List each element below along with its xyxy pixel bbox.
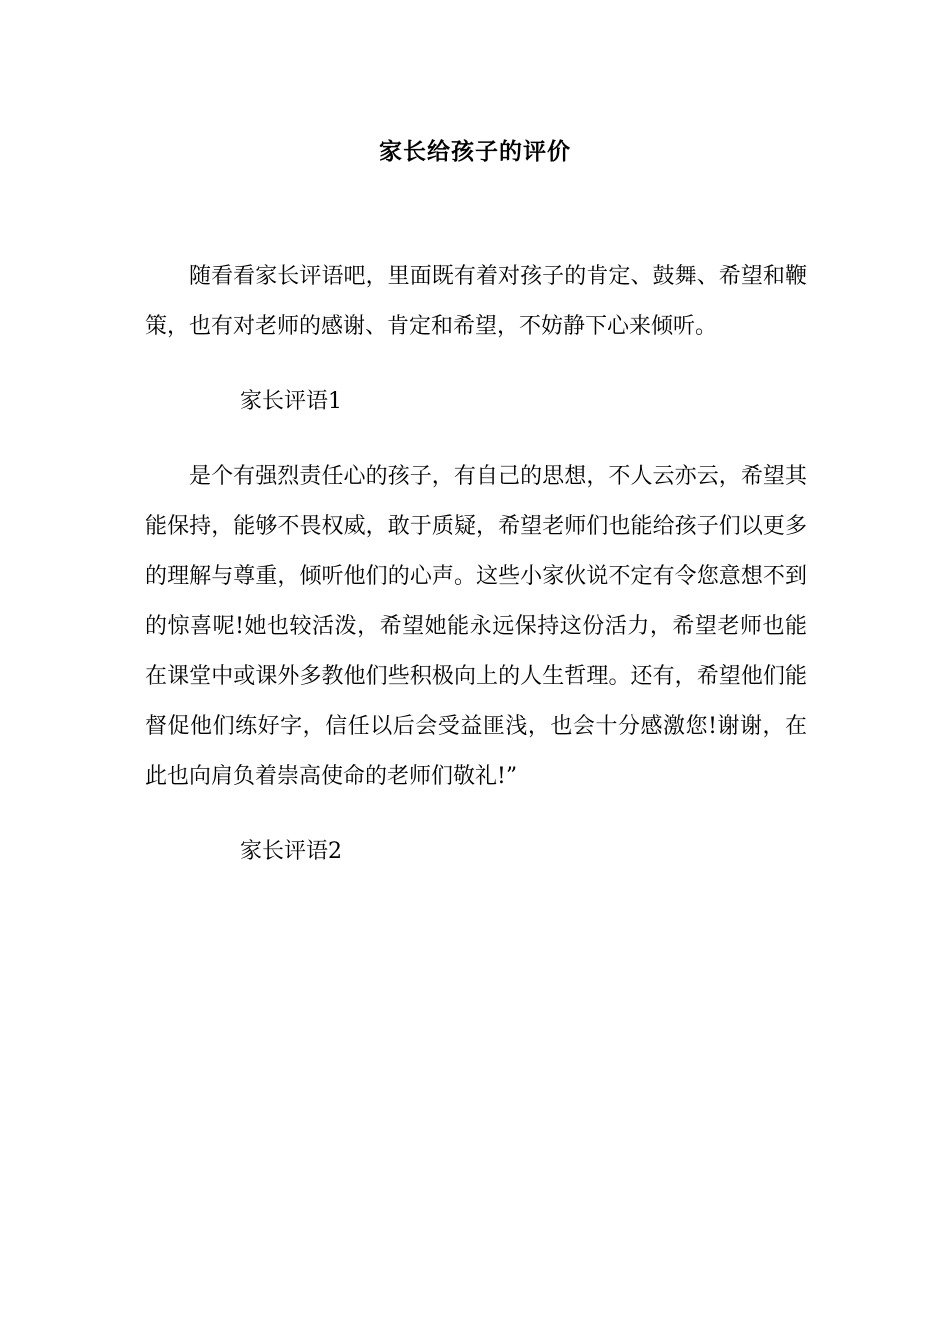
document-body xyxy=(145,252,807,902)
intro-paragraph: 随看看家长评语吧，里面既有着对孩子的肯定、鼓舞、希望和鞭策，也有对老师的感谢、肯定和希望，不妨静下心来倾听。 xyxy=(145,264,807,339)
section-heading-1: 家长评语1 xyxy=(240,389,342,414)
section-heading-2: 家长评语2 xyxy=(240,839,342,864)
section-paragraph-1: 是个有强烈责任心的孩子，有自己的思想，不人云亦云，希望其能保持，能够不畏权威，敢于质疑，希望老师们也能给孩子们以更多的理解与尊重，倾听他们的心声。这些小家伙说不定有令您意想不到的惊喜呢!她也较活泼，希望她能永远保持这份活力，希望老师也能在课堂中或课外多教他们些积极向上的人生哲理。还有，希望他们能督促他们练好字，信任以后会受益匪浅，也会十分感激您!谢谢，在此也向肩负着崇高使命的老师们敬礼!” xyxy=(145,464,807,789)
document-title: 家长给孩子的评价 xyxy=(379,138,571,165)
